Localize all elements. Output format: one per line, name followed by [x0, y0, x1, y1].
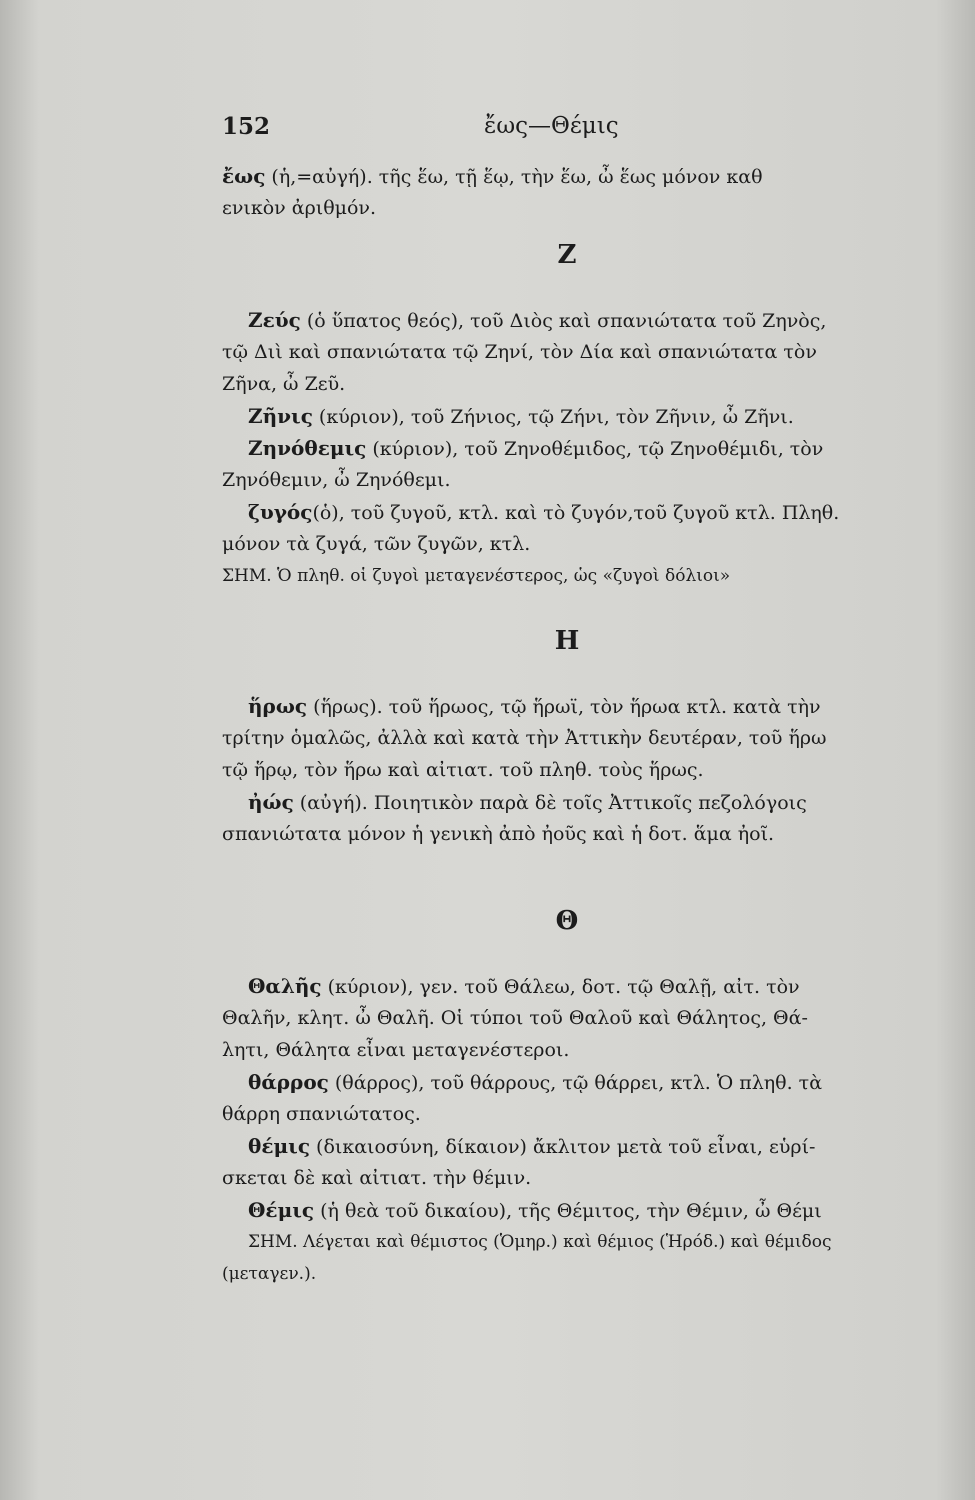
headword: Θαλῆς: [248, 974, 322, 998]
entry-line: [222, 432, 912, 464]
entry-text: λητι, Θάλητα εἶναι μεταγενέστεροι.: [222, 1039, 570, 1061]
running-head: ἔως—Θέμις: [484, 113, 619, 139]
entry-line: [222, 304, 912, 336]
entry-line: [222, 1098, 912, 1130]
entry-line: [222, 1130, 912, 1162]
entry-line: [222, 1034, 912, 1066]
headword: Ζεύς: [248, 308, 301, 332]
entry-line: [222, 722, 912, 754]
entry-text: τῷ Διὶ καὶ σπανιώτατα τῷ Ζηνί, τὸν Δία καὶ σπανιώτατα τὸν: [222, 341, 817, 363]
entry-text: (ὁ ὕπατος θεός), τοῦ Διὸς καὶ σπανιώτατα τοῦ Ζηνὸς,: [300, 310, 827, 332]
entry-text: σκεται δὲ καὶ αἰτιατ. τὴν θέμιν.: [222, 1167, 532, 1189]
entry-text: (ἡ θεὰ τοῦ δικαίου), τῆς Θέμιτος, τὴν Θέμιν, ὦ Θέμι: [314, 1200, 822, 1222]
headword: Θέμις: [248, 1198, 315, 1222]
entry-line: [222, 1002, 912, 1034]
entry-text: (ὁ), τοῦ ζυγοῦ, κτλ. καὶ τὸ ζυγόν,τοῦ ζυγοῦ κτλ. Πληθ.: [312, 502, 840, 524]
page-content: [222, 160, 912, 1290]
entry-line: [222, 786, 912, 818]
entry-line: [222, 1194, 912, 1226]
headword: ζυγός: [248, 500, 313, 524]
entry-line: [222, 528, 912, 560]
headword: θάρρος: [248, 1070, 329, 1094]
section-letter-th: Θ: [555, 906, 579, 936]
entry-line: [222, 336, 912, 368]
section-letter-h: Η: [554, 626, 580, 656]
note-line: ΣΗΜ. Ὁ πληθ. οἱ ζυγοὶ μεταγενέστερος, ὡς «ζυγοὶ δόλιοι»: [222, 566, 731, 586]
entry-text: θάρρη σπανιώτατος.: [222, 1103, 421, 1125]
entry-text: (δικαιοσύνη, δίκαιον) ἄκλιτον μετὰ τοῦ εἶναι, εὑρί-: [310, 1136, 816, 1158]
entry-text: Θαλῆν, κλητ. ὦ Θαλῆ. Οἱ τύποι τοῦ Θαλοῦ καὶ Θάλητος, Θά-: [222, 1007, 808, 1029]
note-line: (μεταγεν.).: [222, 1264, 317, 1284]
headword: θέμις: [248, 1134, 310, 1158]
entry-text: Ζηνόθεμιν, ὦ Ζηνόθεμι.: [222, 469, 451, 491]
entry-text: μόνον τὰ ζυγά, τῶν ζυγῶν, κτλ.: [222, 533, 531, 555]
entry-line: [222, 464, 912, 496]
entry-line: [222, 690, 912, 722]
entry-text: ενικὸν ἀριθμόν.: [222, 197, 377, 219]
headword: ἔως: [222, 164, 266, 188]
entry-text: (θάρρος), τοῦ θάρρους, τῷ θάρρει, κτλ. Ὁ πληθ. τὰ: [328, 1072, 823, 1094]
entry-text: (κύριον), τοῦ Ζήνιος, τῷ Ζήνι, τὸν Ζῆνιν, ὦ Ζῆνι.: [312, 406, 794, 428]
entry-line: [222, 1162, 912, 1194]
note-line: ΣΗΜ. Λέγεται καὶ θέμιστος (Ὁμηρ.) καὶ θέμιος (Ἡρόδ.) καὶ θέμιδος: [248, 1232, 832, 1252]
entry-text: (κύριον), γεν. τοῦ Θάλεω, δοτ. τῷ Θαλῇ, αἰτ. τὸν: [321, 976, 800, 998]
headword: ἠώς: [248, 790, 294, 814]
entry-text: σπανιώτατα μόνον ἡ γενικὴ ἀπὸ ἠοῦς καὶ ἡ δοτ. ἅμα ἠοῖ.: [222, 823, 775, 845]
page-header: [222, 113, 922, 153]
entry-line: [222, 400, 912, 432]
entry-text: τρίτην ὁμαλῶς, ἀλλὰ καὶ κατὰ τὴν Ἀττικὴν δευτέραν, τοῦ ἥρω: [222, 727, 827, 749]
entry-text: (ἥρως). τοῦ ἥρωος, τῷ ἥρωϊ, τὸν ἥρωα κτλ. κατὰ τὴν: [307, 696, 821, 718]
entry-text: τῷ ἥρῳ, τὸν ἥρω καὶ αἰτιατ. τοῦ πληθ. τοὺς ἥρως.: [222, 759, 704, 781]
entry-text: (αὐγή). Ποιητικὸν παρὰ δὲ τοῖς Ἀττικοῖς πεζολόγοις: [293, 792, 807, 814]
entry-text: (κύριον), τοῦ Ζηνοθέμιδος, τῷ Ζηνοθέμιδι, τὸν: [366, 438, 824, 460]
entry-line: [222, 754, 912, 786]
entry-text: Ζῆνα, ὦ Ζεῦ.: [222, 373, 346, 395]
entry-text: (ἡ,=αὐγή). τῆς ἕω, τῇ ἕῳ, τὴν ἕω, ὦ ἕως μόνον καθ: [265, 166, 763, 188]
entry-line: [222, 368, 912, 400]
entry-line: [222, 496, 912, 528]
entry-line: [222, 1066, 912, 1098]
entry-line: [222, 192, 912, 224]
headword: Ζῆνις: [248, 404, 313, 428]
page-number: 152: [222, 113, 271, 140]
entry-line: [222, 970, 912, 1002]
entry-line: [222, 818, 912, 850]
section-letter-z: Ζ: [557, 240, 577, 270]
entry-line: [222, 160, 912, 192]
headword: ἥρως: [248, 694, 308, 718]
headword: Ζηνόθεμις: [248, 436, 367, 460]
